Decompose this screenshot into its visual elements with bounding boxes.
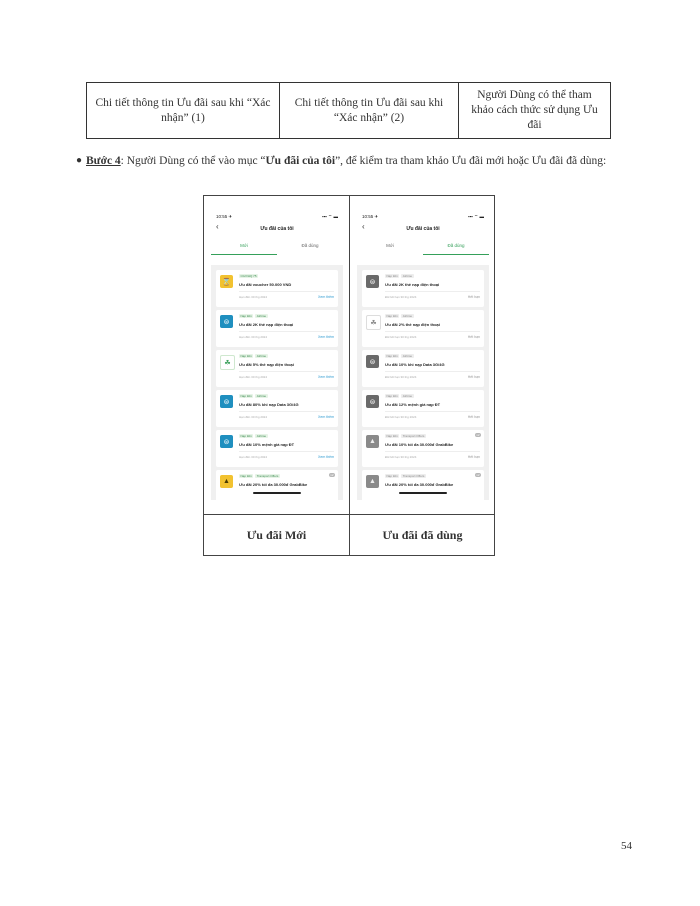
divider xyxy=(385,331,480,332)
offer-tag: Nạp tiền xyxy=(240,394,252,398)
divider xyxy=(239,331,334,332)
offer-card[interactable] xyxy=(362,430,484,467)
offer-tag: CGV/HQ 75 xyxy=(240,274,257,278)
offer-tag: Nạp tiền xyxy=(386,274,398,278)
page-number: 54 xyxy=(621,840,632,852)
bullet-icon: ● xyxy=(76,155,83,166)
offer-tag: Nạp tiền xyxy=(386,474,398,478)
status-icons: ▪▪▪ ⌔ ▬ xyxy=(321,214,338,219)
app-icon: ⊜ xyxy=(220,315,233,328)
offer-tag: Airtime xyxy=(256,394,267,398)
offer-tag: Transport Offers xyxy=(402,474,425,478)
tab-new[interactable]: Mới xyxy=(386,243,394,248)
offer-name: Ưu đãi 20% tối đa 30.000đ GrabBike xyxy=(385,482,454,487)
back-icon[interactable]: ‹ xyxy=(216,222,219,231)
tab-new[interactable]: Mới xyxy=(211,241,277,253)
mountain-icon: ▲ xyxy=(366,475,379,488)
expired-label: Hết hạn xyxy=(467,335,480,339)
caption-new-offers: Ưu đãi Mới xyxy=(246,527,307,542)
step-text-before: : Người Dùng có thể vào mục “ xyxy=(120,155,266,167)
offer-tag: Nạp tiền xyxy=(240,354,252,358)
offer-tag: Nạp tiền xyxy=(386,314,398,318)
app-icon: ⊜ xyxy=(366,395,379,408)
offer-tag: Nạp tiền xyxy=(240,314,252,318)
divider xyxy=(239,371,334,372)
quantity-badge: x2 xyxy=(476,433,480,437)
table-cell-detail-2: Chi tiết thông tin Ưu đãi sau khi “Xác nhận” (2) xyxy=(280,83,459,138)
divider xyxy=(385,291,480,292)
app-icon: ⊜ xyxy=(220,395,233,408)
offer-expiry: Hạn đến 30 thg 2024 xyxy=(239,335,268,339)
tab-used[interactable]: Đã dùng xyxy=(423,241,489,253)
divider xyxy=(385,371,480,372)
offer-expiry: Đã hết hạn 30 thg 2024 xyxy=(385,295,417,299)
tab-bar xyxy=(211,241,343,253)
deal-icon: ⌛ xyxy=(220,275,233,288)
step-bold-text: Ưu đãi của tôi xyxy=(265,155,336,167)
screenshot-figure xyxy=(203,195,495,556)
offer-tag: Nạp tiền xyxy=(386,394,398,398)
divider xyxy=(239,451,334,452)
quantity-badge: x2 xyxy=(330,473,334,477)
divider xyxy=(239,411,334,412)
view-more-link[interactable]: Xem thêm xyxy=(318,455,334,459)
offer-name: Ưu đãi 10% mệnh giá nạp ĐT xyxy=(239,442,295,447)
table-cell-usage: Người Dùng có thể tham khảo cách thức sử dụng Ưu đãi xyxy=(471,89,598,131)
offer-tag: Nạp tiền xyxy=(386,434,398,438)
offer-expiry: Hạn đến 30 thg 2024 xyxy=(239,375,268,379)
offer-card[interactable] xyxy=(216,270,338,307)
brand-logo-icon: ☘ xyxy=(366,315,381,330)
offer-name: Ưu đãi 12% mệnh giá nạp ĐT xyxy=(385,402,441,407)
figure-divider-vertical xyxy=(349,196,350,555)
offer-name: Ưu đãi 2K thẻ nạp điện thoại xyxy=(239,322,294,327)
quantity-badge: x2 xyxy=(476,473,480,477)
offer-name: Ưu đãi 5% thẻ nạp điện thoại xyxy=(239,362,294,367)
offer-card[interactable] xyxy=(362,270,484,307)
divider xyxy=(385,451,480,452)
offer-tag: Nạp tiền xyxy=(240,434,252,438)
table-cell-detail-1: Chi tiết thông tin Ưu đãi sau khi “Xác nhận” (1) xyxy=(87,83,280,138)
offer-tag: Nạp tiền xyxy=(386,354,398,358)
status-time: 10:55 ✈ xyxy=(216,214,233,219)
tab-used[interactable]: Đã dùng xyxy=(301,243,319,248)
phone-used-offers xyxy=(357,210,489,500)
step-text-after: ”, để kiểm tra tham khảo Ưu đãi mới hoặc Ưu đãi đã dùng: xyxy=(335,155,607,167)
screen-title: Ưu đãi của tôi xyxy=(406,226,440,232)
offer-name: Ưu đãi 10% khi nạp Data 3G/4G xyxy=(385,362,445,367)
phone-header xyxy=(357,210,489,265)
step-4-paragraph xyxy=(76,154,631,168)
offer-card[interactable] xyxy=(216,310,338,347)
view-more-link[interactable]: Xem thêm xyxy=(318,335,334,339)
view-more-link[interactable]: Xem thêm xyxy=(318,415,334,419)
tab-bar xyxy=(357,241,489,253)
offer-tag: Airtime xyxy=(402,354,413,358)
step-label: Bước 4 xyxy=(86,155,121,167)
view-more-link[interactable]: Xem thêm xyxy=(318,375,334,379)
offer-expiry: Hạn đến 30 thg 2024 xyxy=(239,295,268,299)
offer-card[interactable] xyxy=(216,430,338,467)
offer-expiry: Hạn đến 30 thg 2024 xyxy=(239,455,268,459)
offer-card[interactable] xyxy=(362,470,484,500)
offer-tag: Transport Offers xyxy=(256,474,279,478)
back-icon[interactable]: ‹ xyxy=(362,222,365,231)
expired-label: Hết hạn xyxy=(467,295,480,299)
offer-card[interactable] xyxy=(216,390,338,427)
phone-new-offers xyxy=(211,210,343,500)
home-indicator xyxy=(253,492,301,494)
expired-label: Hết hạn xyxy=(467,455,480,459)
offer-card[interactable] xyxy=(362,390,484,427)
phone-header xyxy=(211,210,343,265)
caption-used-offers: Ưu đãi đã dùng xyxy=(382,527,463,542)
offer-tag: Transport Offers xyxy=(402,434,425,438)
offer-expiry: Đã hết hạn 30 thg 2024 xyxy=(385,415,417,419)
offer-name: Ưu đãi voucher 50.000 VND xyxy=(239,282,292,287)
divider xyxy=(385,411,480,412)
status-time: 10:55 ✈ xyxy=(362,214,379,219)
app-icon: ⊜ xyxy=(366,355,379,368)
offer-expiry: Hạn đến 30 thg 2024 xyxy=(239,415,268,419)
offer-tag: Airtime xyxy=(256,434,267,438)
offer-expiry: Đã hết hạn 30 thg 2024 xyxy=(385,375,417,379)
status-icons: ▪▪▪ ⌔ ▬ xyxy=(467,214,484,219)
offer-expiry: Đã hết hạn 30 thg 2024 xyxy=(385,335,417,339)
home-indicator xyxy=(399,492,447,494)
offer-name: Ưu đãi 10% tối đa 30.000đ GrabBike xyxy=(385,442,454,447)
offer-name: Ưu đãi 2K thẻ nạp điện thoại xyxy=(385,282,440,287)
expired-label: Hết hạn xyxy=(467,375,480,379)
offer-expiry: Đã hết hạn 30 thg 2024 xyxy=(385,455,417,459)
offer-tag: Airtime xyxy=(402,394,413,398)
mountain-icon: ▲ xyxy=(366,435,379,448)
offer-tag: Airtime xyxy=(402,314,413,318)
offer-tag: Airtime xyxy=(256,354,267,358)
offer-name: Ưu đãi 2% thẻ nạp điện thoại xyxy=(385,322,440,327)
mountain-icon: ▲ xyxy=(220,475,233,488)
info-table xyxy=(86,82,611,139)
app-icon: ⊜ xyxy=(366,275,379,288)
brand-logo-icon: ☘ xyxy=(220,355,235,370)
offer-name: Ưu đãi 20% tối đa 30.000đ GrabBike xyxy=(239,482,308,487)
offer-card[interactable] xyxy=(362,350,484,387)
app-icon: ⊜ xyxy=(220,435,233,448)
offer-name: Ưu đãi 80% khi nạp Data 3G/4G xyxy=(239,402,299,407)
expired-label: Hết hạn xyxy=(467,415,480,419)
offer-card[interactable] xyxy=(362,310,484,347)
screen-title: Ưu đãi của tôi xyxy=(260,226,294,232)
offer-card[interactable] xyxy=(216,470,338,500)
offer-card[interactable] xyxy=(216,350,338,387)
offer-tag: Airtime xyxy=(402,274,413,278)
view-more-link[interactable]: Xem thêm xyxy=(318,295,334,299)
divider xyxy=(239,291,334,292)
offer-tag: Airtime xyxy=(256,314,267,318)
offer-tag: Nạp tiền xyxy=(240,474,252,478)
